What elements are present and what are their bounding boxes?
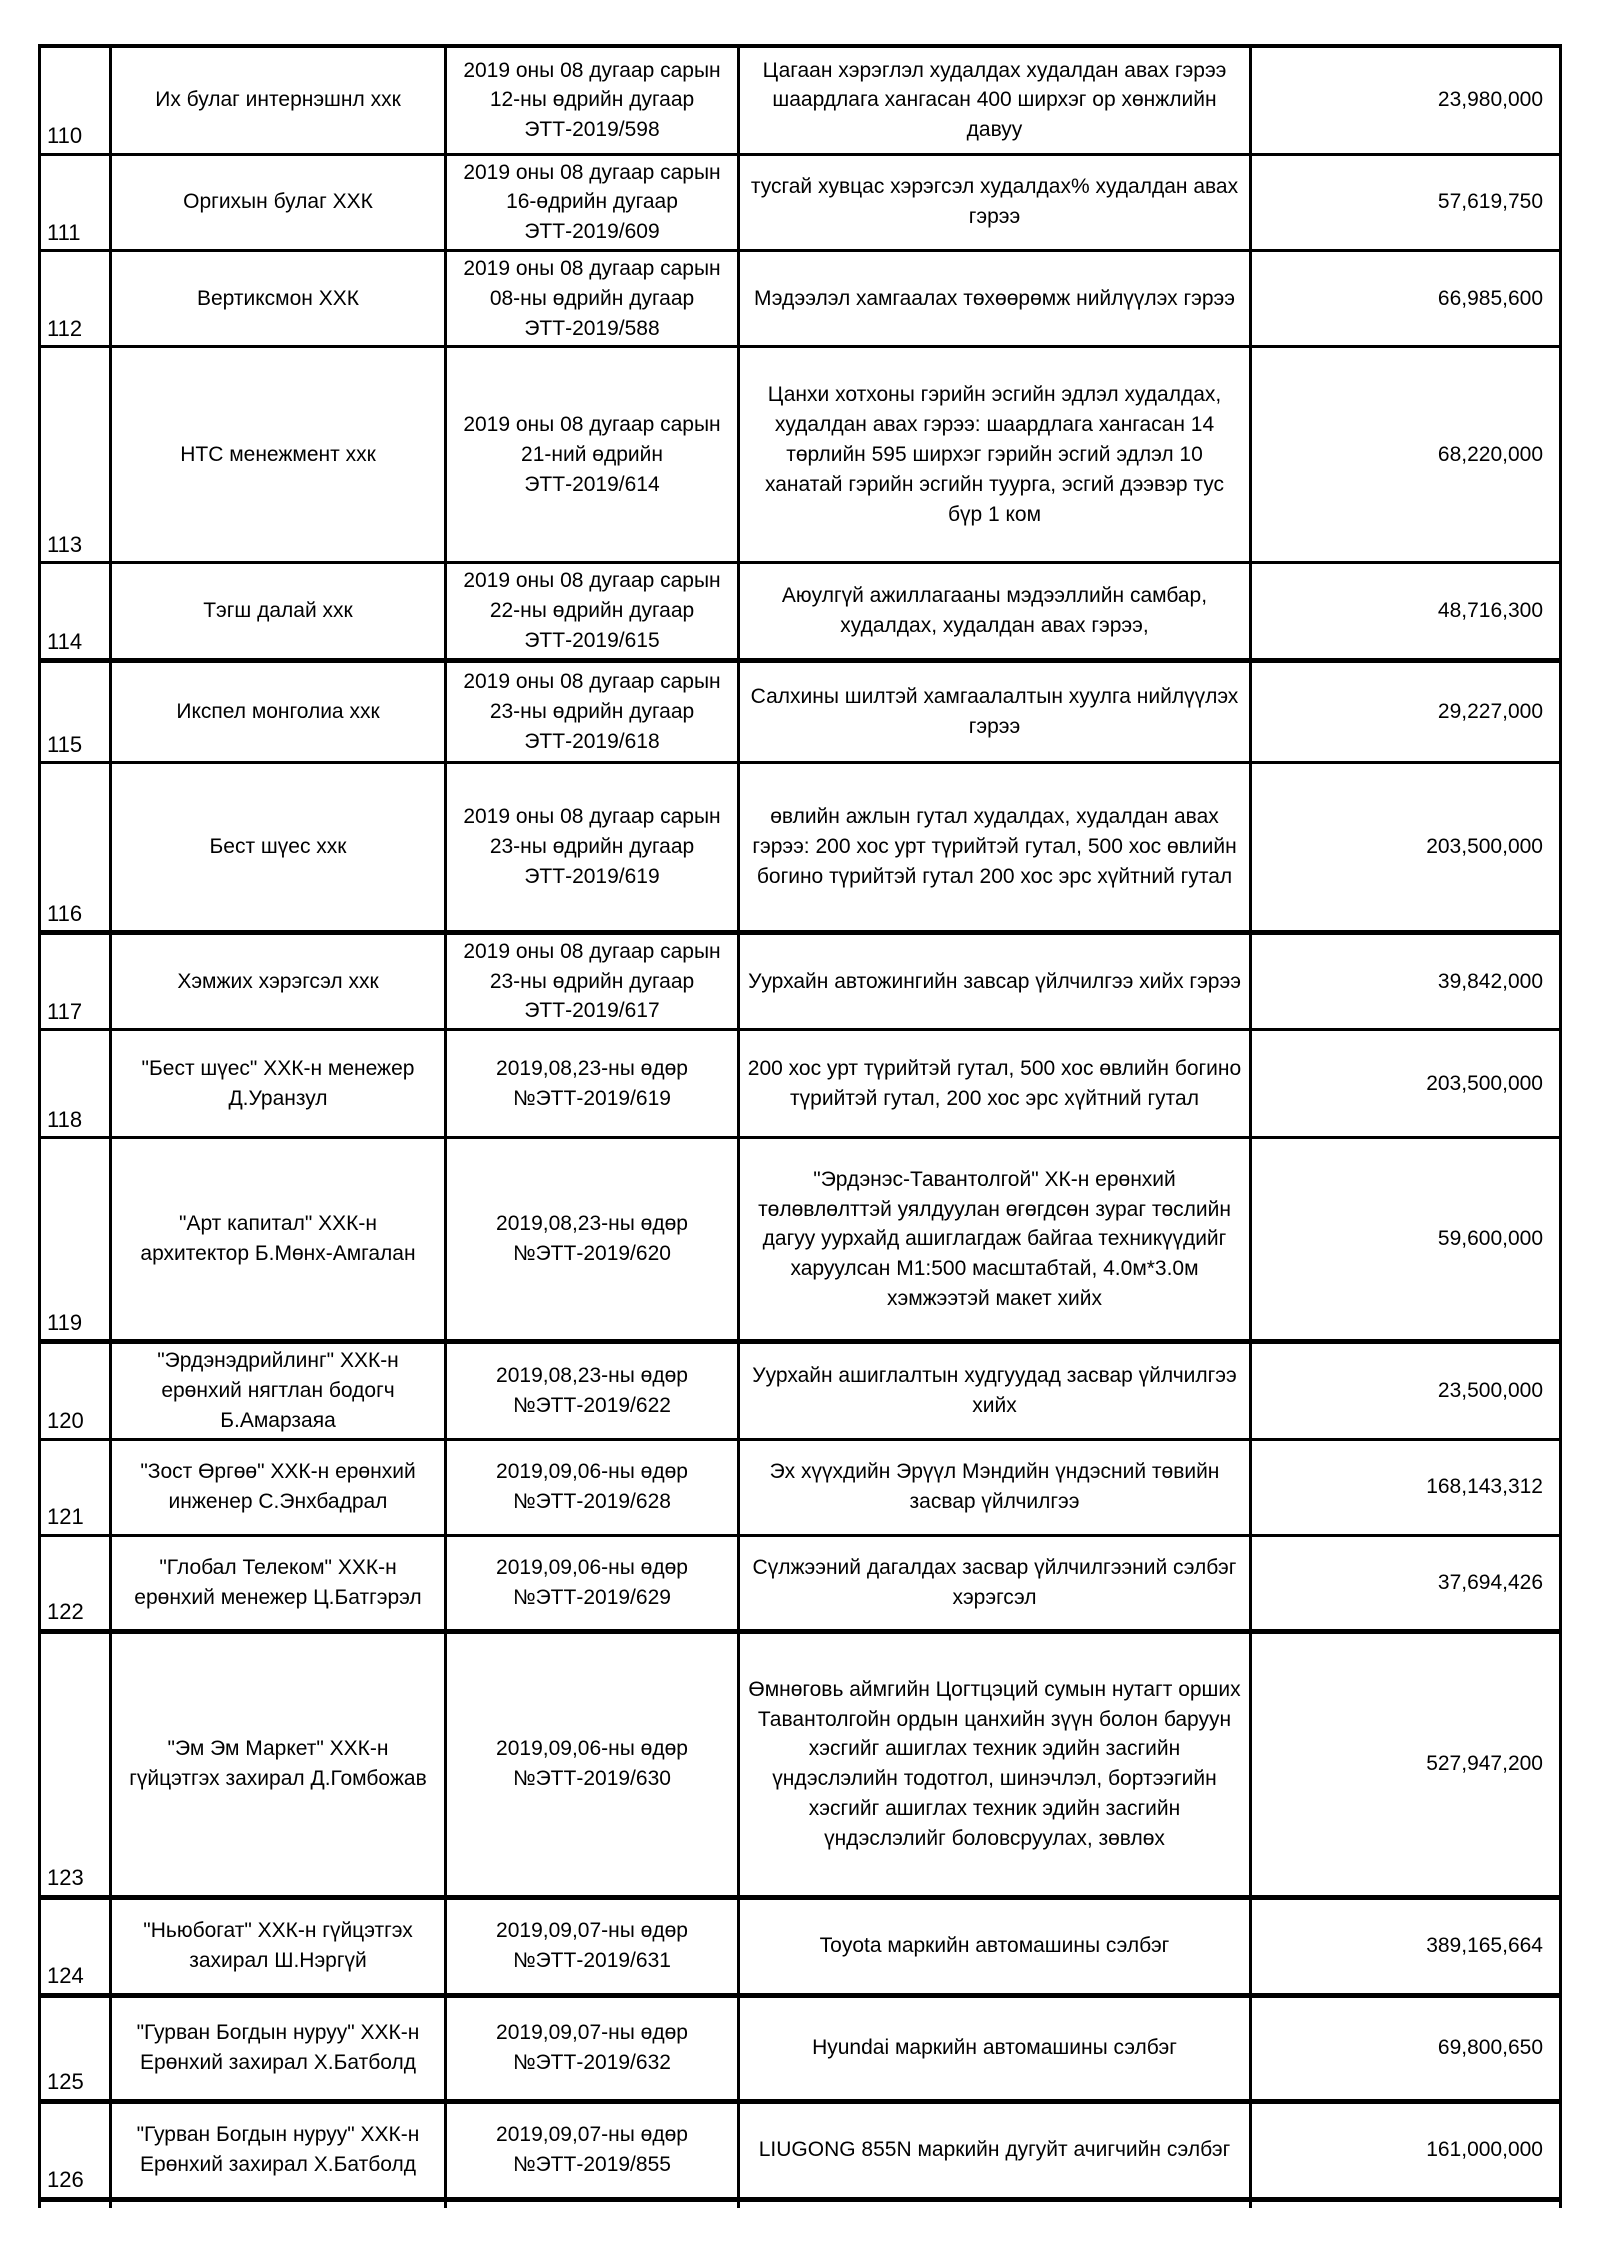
contract-description-cell: Эх хүүхдийн Эрүүл Мэндийн үндэсний төвийн засвар үйлчилгээ xyxy=(739,1439,1251,1535)
table-row xyxy=(40,1631,1561,1897)
contract-description-cell: 200 хос урт түрийтэй гутал, 500 хос өвлийн богино түрийтэй гутал, 200 хос эрс хүйтний гутал xyxy=(739,1030,1251,1138)
contracts-table-body xyxy=(40,46,1561,2208)
contract-description-cell: өвлийн ажлын гутал худалдах, худалдан авах гэрээ: 200 хос урт түрийтэй гутал, 500 хос өвлийн богино түрийтэй гутал 200 хос эрс хүйтний гутал xyxy=(739,762,1251,932)
contract-amount-cell: 69,800,650 xyxy=(1251,1995,1561,2101)
supplier-name-cell: "Бест шүес" ХХК-н менежер Д.Уранзул xyxy=(111,1030,446,1138)
supplier-name-cell: Икспел монголиа ххк xyxy=(111,660,446,762)
contract-date-cell: 2019 оны 08 дугаар сарын 23-ны өдрийн дугаар ЭТТ-2019/617 xyxy=(446,932,739,1029)
contract-amount-cell xyxy=(1251,2199,1561,2208)
contract-amount-cell: 23,500,000 xyxy=(1251,1342,1561,1439)
table-row xyxy=(40,1897,1561,1995)
row-number-cell: 122 xyxy=(40,1535,111,1631)
contract-date-cell: 2019,08,23-ны өдөр №ЭТТ-2019/619 xyxy=(446,1030,739,1138)
contract-date-cell: 2019 оны 08 дугаар сарын 08-ны өдрийн дугаар ЭТТ-2019/588 xyxy=(446,250,739,346)
supplier-name-cell: "Эм Эм Маркет" ХХК-н гүйцэтгэх захирал Д.Гомбожав xyxy=(111,1631,446,1897)
supplier-name-cell: "Эрдэнэдрийлинг" ХХК-н ерөнхий нягтлан бодогч Б.Амарзаяа xyxy=(111,1342,446,1439)
contract-description-cell: Сүлжээний дагалдах засвар үйлчилгээний сэлбэг хэрэгсэл xyxy=(739,1535,1251,1631)
table-row xyxy=(40,1138,1561,1342)
contract-amount-cell: 29,227,000 xyxy=(1251,660,1561,762)
row-number-cell: 115 xyxy=(40,660,111,762)
supplier-name-cell: НТС менежмент ххк xyxy=(111,347,446,563)
contract-date-cell: 2019,08,23-ны өдөр №ЭТТ-2019/620 xyxy=(446,1138,739,1342)
table-row xyxy=(40,932,1561,1029)
supplier-name-cell: "Гурван Богдын нуруу" ХХК-н Ерөнхий захирал Х.Батболд xyxy=(111,2101,446,2199)
contract-amount-cell: 37,694,426 xyxy=(1251,1535,1561,1631)
contract-amount-cell: 203,500,000 xyxy=(1251,762,1561,932)
contract-date-cell: 2019 оны 08 дугаар сарын 23-ны өдрийн дугаар ЭТТ-2019/618 xyxy=(446,660,739,762)
supplier-name-cell: Их булаг интернэшнл ххк xyxy=(111,46,446,154)
table-row xyxy=(40,2101,1561,2199)
contract-amount-cell: 39,842,000 xyxy=(1251,932,1561,1029)
contract-date-cell: 2019 оны 08 дугаар сарын 21-ний өдрийн ЭТТ-2019/614 xyxy=(446,347,739,563)
contract-amount-cell: 66,985,600 xyxy=(1251,250,1561,346)
contract-date-cell: 2019,09,07-ны өдөр №ЭТТ-2019/855 xyxy=(446,2101,739,2199)
contract-description-cell: Toyota маркийн автомашины сэлбэг xyxy=(739,1897,1251,1995)
contract-description-cell: Салхины шилтэй хамгаалалтын хуулга нийлүүлэх гэрээ xyxy=(739,660,1251,762)
contract-amount-cell: 68,220,000 xyxy=(1251,347,1561,563)
row-number-cell: 124 xyxy=(40,1897,111,1995)
contract-description-cell: Hyundai маркийн автомашины сэлбэг xyxy=(739,1995,1251,2101)
row-number-cell: 119 xyxy=(40,1138,111,1342)
supplier-name-cell: "Арт капитал" ХХК-н архитектор Б.Мөнх-Амгалан xyxy=(111,1138,446,1342)
supplier-name-cell: Вертиксмон ХХК xyxy=(111,250,446,346)
supplier-name-cell: "Глобал Телеком" ХХК-н ерөнхий менежер Ц.Батгэрэл xyxy=(111,1535,446,1631)
table-row xyxy=(40,660,1561,762)
table-row xyxy=(40,762,1561,932)
row-number-cell: 116 xyxy=(40,762,111,932)
row-number-cell: 111 xyxy=(40,154,111,250)
contract-description-cell: Аюулгүй ажиллагааны мэдээллийн самбар, худалдах, худалдан авах гэрээ, xyxy=(739,563,1251,660)
contract-amount-cell: 59,600,000 xyxy=(1251,1138,1561,1342)
contract-description-cell xyxy=(739,2199,1251,2208)
table-row xyxy=(40,563,1561,660)
table-row xyxy=(40,347,1561,563)
row-number-cell: 110 xyxy=(40,46,111,154)
contract-date-cell: 2019,09,06-ны өдөр №ЭТТ-2019/629 xyxy=(446,1535,739,1631)
contract-date-cell: 2019,09,07-ны өдөр №ЭТТ-2019/631 xyxy=(446,1897,739,1995)
contract-amount-cell: 23,980,000 xyxy=(1251,46,1561,154)
supplier-name-cell: "Зост Өргөө" ХХК-н ерөнхий инженер С.Энхбадрал xyxy=(111,1439,446,1535)
contract-amount-cell: 527,947,200 xyxy=(1251,1631,1561,1897)
contract-description-cell: Мэдээлэл хамгаалах төхөөрөмж нийлүүлэх гэрээ xyxy=(739,250,1251,346)
table-row xyxy=(40,250,1561,346)
contract-amount-cell: 168,143,312 xyxy=(1251,1439,1561,1535)
table-row xyxy=(40,1030,1561,1138)
table-row xyxy=(40,1439,1561,1535)
table-row xyxy=(40,1995,1561,2101)
contract-date-cell: 2019,09,06-ны өдөр №ЭТТ-2019/628 xyxy=(446,1439,739,1535)
table-row xyxy=(40,154,1561,250)
row-number-cell: 126 xyxy=(40,2101,111,2199)
contract-description-cell: Цагаан хэрэглэл худалдах худалдан авах гэрээ шаардлага хангасан 400 ширхэг ор хөнжлийн давуу xyxy=(739,46,1251,154)
contract-date-cell: 2019 оны 08 дугаар сарын 23-ны өдрийн дугаар ЭТТ-2019/619 xyxy=(446,762,739,932)
contract-amount-cell: 161,000,000 xyxy=(1251,2101,1561,2199)
supplier-name-cell xyxy=(111,2199,446,2208)
row-number-cell: 121 xyxy=(40,1439,111,1535)
contract-description-cell: Уурхайн автожингийн завсар үйлчилгээ хийх гэрээ xyxy=(739,932,1251,1029)
row-number-cell: 118 xyxy=(40,1030,111,1138)
row-number-cell: 123 xyxy=(40,1631,111,1897)
contract-date-cell: 2019,09,07-ны өдөр №ЭТТ-2019/632 xyxy=(446,1995,739,2101)
contract-amount-cell: 48,716,300 xyxy=(1251,563,1561,660)
contract-date-cell: 2019 оны 08 дугаар сарын 22-ны өдрийн дугаар ЭТТ-2019/615 xyxy=(446,563,739,660)
contract-amount-cell: 57,619,750 xyxy=(1251,154,1561,250)
contract-amount-cell: 389,165,664 xyxy=(1251,1897,1561,1995)
table-row xyxy=(40,1535,1561,1631)
row-number-cell: 112 xyxy=(40,250,111,346)
contract-date-cell: 2019 оны 08 дугаар сарын 16-өдрийн дугаар ЭТТ-2019/609 xyxy=(446,154,739,250)
contract-description-cell: Уурхайн ашиглалтын худгуудад засвар үйлчилгээ хийх xyxy=(739,1342,1251,1439)
supplier-name-cell: Хэмжих хэрэгсэл ххк xyxy=(111,932,446,1029)
contract-description-cell: LIUGONG 855N маркийн дугуйт ачигчийн сэлбэг xyxy=(739,2101,1251,2199)
row-number-cell: 117 xyxy=(40,932,111,1029)
supplier-name-cell: Тэгш далай ххк xyxy=(111,563,446,660)
row-number-cell: 113 xyxy=(40,347,111,563)
partial-next-row xyxy=(40,2199,1561,2208)
row-number-cell: 114 xyxy=(40,563,111,660)
contract-date-cell: 2019,09,06-ны өдөр №ЭТТ-2019/630 xyxy=(446,1631,739,1897)
supplier-name-cell: Оргихын булаг ХХК xyxy=(111,154,446,250)
supplier-name-cell: "Гурван Богдын нуруу" ХХК-н Ерөнхий захирал Х.Батболд xyxy=(111,1995,446,2101)
row-number-cell xyxy=(40,2199,111,2208)
contract-date-cell: 2019 оны 08 дугаар сарын 12-ны өдрийн дугаар ЭТТ-2019/598 xyxy=(446,46,739,154)
contract-description-cell: Цанхи хотхоны гэрийн эсгийн эдлэл худалдах, худалдан авах гэрээ: шаардлага хангасан 14 төрлийн 595 ширхэг гэрийн эсгий эдлэл 10 ханатай гэрийн эсгийн туурга, эсгий дээвэр тус бүр 1 ком xyxy=(739,347,1251,563)
row-number-cell: 125 xyxy=(40,1995,111,2101)
contract-description-cell: тусгай хувцас хэрэгсэл худалдах% худалдан авах гэрээ xyxy=(739,154,1251,250)
contracts-table xyxy=(38,44,1562,2208)
contract-amount-cell: 203,500,000 xyxy=(1251,1030,1561,1138)
contract-description-cell: "Эрдэнэс-Тавантолгой" ХК-н ерөнхий төлөвлөлттэй уялдуулан өгөгдсөн зураг төслийн дагуу уурхайд ашиглагдаж байгаа техникүүдийг харуулсан М1:500 масштабтай, 4.0м*3.0м хэмжээтэй макет хийх xyxy=(739,1138,1251,1342)
contract-description-cell: Өмнөговь аймгийн Цогтцэций сумын нутагт орших Тавантолгойн ордын цанхийн зүүн болон баруун хэсгийг ашиглах техник эдийн засгийн үндэслэлийн тодотгол, шинэчлэл, бортээгийн хэсгийг ашиглах техник эдийн засгийн үндэслэлийг боловсруулах, зөвлөх xyxy=(739,1631,1251,1897)
row-number-cell: 120 xyxy=(40,1342,111,1439)
supplier-name-cell: "Ньюбогат" ХХК-н гүйцэтгэх захирал Ш.Нэргүй xyxy=(111,1897,446,1995)
contract-date-cell: 2019,08,23-ны өдөр №ЭТТ-2019/622 xyxy=(446,1342,739,1439)
supplier-name-cell: Бест шүес ххк xyxy=(111,762,446,932)
contract-date-cell xyxy=(446,2199,739,2208)
table-row xyxy=(40,1342,1561,1439)
table-row xyxy=(40,46,1561,154)
